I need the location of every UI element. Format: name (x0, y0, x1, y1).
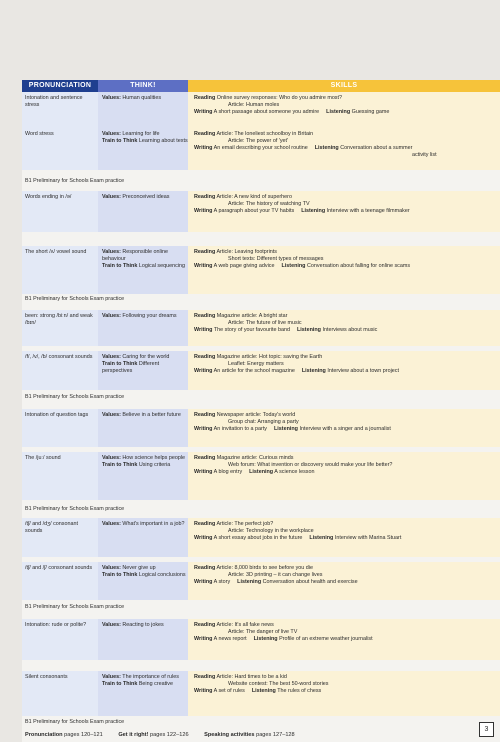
table-header (22, 80, 500, 92)
pronunciation-cell: been: strong /biːn/ and weak /bɪn/ (25, 313, 93, 326)
pronunciation-cell: /tʃ/ and /dʒ/ consonant sounds (25, 521, 78, 534)
think-cell: Values: How science helps people Train to Think Using criteria (102, 455, 186, 468)
think-cell: Values: What's important in a job? (102, 521, 185, 527)
skills-cell: Reading Online survey responses: Who do you admire most? Article: Human moles Writing A short passage about someone you admire Listening Guessing game (194, 95, 390, 115)
skills-cell: Reading Article: A new kind of superhero Article: The history of watching TV Writing A paragraph about your TV habits Listening Interview with a teenage filmmaker (194, 194, 410, 214)
think-cell: Values: Caring for the world Train to Think Different perspectives (102, 354, 170, 374)
exam-practice-label: B1 Preliminary for Schools Exam practice (25, 178, 125, 184)
think-cell: Values: Learning for life Train to Think Learning about texts (102, 131, 188, 144)
exam-practice-label: B1 Preliminary for Schools Exam practice (25, 506, 125, 512)
think-cell: Values: Reacting to jokes (102, 622, 164, 628)
think-cell: Values: Human qualities (102, 95, 162, 101)
exam-practice-label: B1 Preliminary for Schools Exam practice (25, 296, 125, 302)
skills-cell: Reading Article: 8,000 birds to see before you die Article: 3D printing – it can change lives Writing A story Listening Conversation about health and exercise (194, 565, 358, 585)
skills-cell: Reading Article: The loneliest schoolboy in Britain Article: The power of 'yet' Writing An email describing your school routine Listening Conversation about a summer activity list (194, 131, 437, 158)
pronunciation-cell: Silent consonants (25, 674, 68, 680)
pronunciation-cell: Word stress (25, 131, 54, 137)
exam-practice-label: B1 Preliminary for Schools Exam practice (25, 394, 125, 400)
think-cell: Values: Preconceived ideas (102, 194, 170, 200)
think-cell: Values: Responsible online behaviour Train to Think Logical sequencing (102, 249, 185, 269)
exam-practice-label: B1 Preliminary for Schools Exam practice (25, 719, 125, 725)
skills-cell: Reading Article: The perfect job? Article: Technology in the workplace Writing A short essay about jobs in the future Listening Interview with Marina Stuart (194, 521, 402, 541)
header-pronunciation: PRONUNCIATION (22, 80, 98, 92)
footer-pages: Pronunciation pages 120–121 Get it right! pages 122–126 Speaking activities pages 127–128 (25, 732, 295, 738)
pronunciation-cell: The /juː/ sound (25, 455, 61, 461)
exam-practice-label: B1 Preliminary for Schools Exam practice (25, 604, 125, 610)
think-cell: Values: The importance of rules Train to Think Being creative (102, 674, 179, 687)
page-number: 3 (479, 722, 494, 737)
header-think: THINK! (98, 80, 188, 92)
skills-cell: Reading Magazine article: Curious minds Web forum: What invention or discovery would make your life better? Writing A blog entry Listening A science lesson (194, 455, 393, 475)
pronunciation-cell: Words ending in /ə/ (25, 194, 72, 200)
skills-cell: Reading Newspaper article: Today's world Group chat: Arranging a party Writing An invitation to a party Listening Interview with a singer and a journalist (194, 412, 391, 432)
skills-cell: Reading Article: Hard times to be a kid Website contest: The best 50-word stories Writing A set of rules Listening The rules of chess (194, 674, 329, 694)
think-cell: Values: Following your dreams (102, 313, 177, 319)
pronunciation-cell: Intonation of question tags (25, 412, 89, 418)
think-cell: Values: Believe in a better future (102, 412, 181, 418)
skills-cell: Reading Magazine article: Hot topic: saving the Earth Leaflet: Energy matters Writing An article for the school magazine Listening Interview about a town project (194, 354, 399, 374)
skills-cell: Reading Article: It's all fake news Article: The danger of live TV Writing A news report Listening Profile of an extreme weather journalist (194, 622, 373, 642)
pronunciation-cell: The short /ʌ/ vowel sound (25, 249, 87, 255)
pronunciation-cell: Intonation and sentence stress (25, 95, 83, 108)
skills-cell: Reading Magazine article: A bright star Article: The future of live music Writing The story of your favourite band Listening Interviews about music (194, 313, 378, 333)
think-cell: Values: Never give up Train to Think Logical conclusions (102, 565, 186, 578)
pronunciation-cell: /f/, /v/, /b/ consonant sounds (25, 354, 93, 360)
skills-cell: Reading Article: Leaving footprints Short texts: Different types of messages Writing A web page giving advice Listening Conversation about falling for online scams (194, 249, 411, 269)
header-skills: SKILLS (188, 80, 500, 92)
pronunciation-cell: /tʃ/ and /ʃ/ consonant sounds (25, 565, 93, 571)
pronunciation-cell: Intonation: rude or polite? (25, 622, 87, 628)
